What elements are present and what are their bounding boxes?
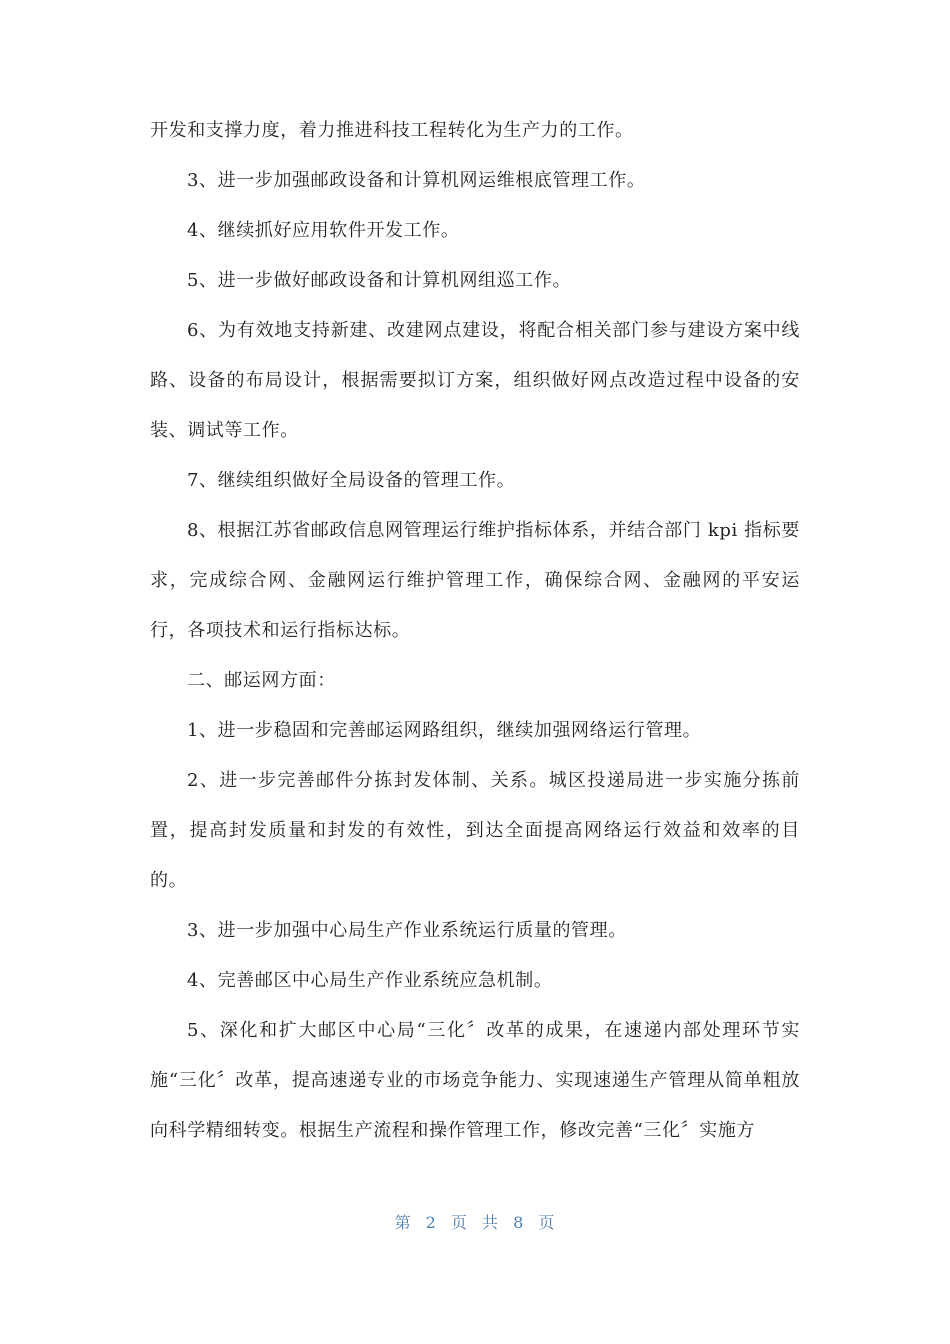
paragraph: 4、继续抓好应用软件开发工作。	[187, 220, 460, 241]
section-heading: 二、邮运网方面：	[187, 670, 336, 691]
paragraph: 5、进一步做好邮政设备和计算机网组巡工作。	[187, 270, 572, 291]
paragraph: 1、进一步稳固和完善邮运网路组织，继续加强网络运行管理。	[187, 720, 702, 741]
paragraph: 6、为有效地支持新建、改建网点建设，将配合相关部门参与建设方案中线路、设备的布局设计，根据需要拟订方案，组织做好网点改造过程中设备的安装、调试等工作。	[150, 320, 800, 441]
paragraph: 7、继续组织做好全局设备的管理工作。	[187, 470, 516, 491]
document-body	[150, 106, 800, 1156]
paragraph: 3、进一步加强中心局生产作业系统运行质量的管理。	[187, 920, 627, 941]
paragraph: 2、进一步完善邮件分拣封发体制、关系。城区投递局进一步实施分拣前置，提高封发质量和封发的有效性，到达全面提高网络运行效益和效率的目的。	[150, 770, 800, 891]
paragraph: 8、根据江苏省邮政信息网管理运行维护指标体系，并结合部门 kpi 指标要求，完成综合网、金融网运行维护管理工作，确保综合网、金融网的平安运行，各项技术和运行指标达标。	[150, 520, 800, 641]
paragraph: 4、完善邮区中心局生产作业系统应急机制。	[187, 970, 553, 991]
paragraph: 5、深化和扩大邮区中心局“三化〞改革的成果，在速递内部处理环节实施“三化〞改革，提高速递专业的市场竞争能力、实现速递生产管理从简单粗放向科学精细转变。根据生产流程和操作管理工作，修改完善“三化〞实施方	[150, 1020, 800, 1141]
page-number-footer: 第 2 页 共 8 页	[394, 1213, 556, 1232]
paragraph: 3、进一步加强邮政设备和计算机网运维根底管理工作。	[187, 170, 646, 191]
paragraph: 开发和支撑力度，着力推进科技工程转化为生产力的工作。	[150, 120, 634, 141]
